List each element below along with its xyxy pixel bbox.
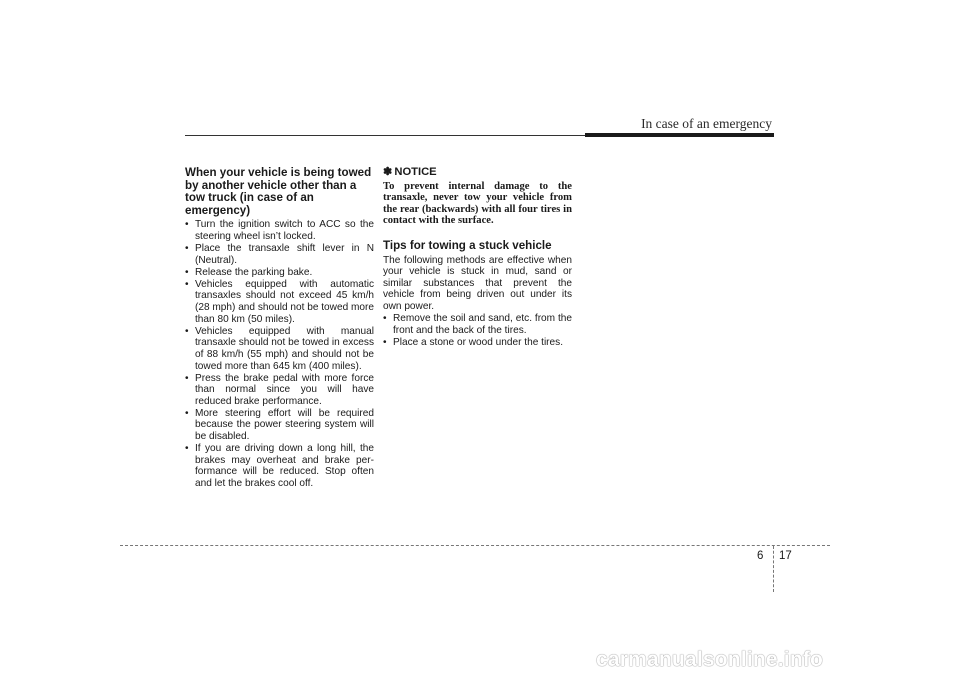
notice-heading	[383, 167, 572, 179]
page-number: 17	[779, 550, 792, 562]
notice-asterisk-icon: ✽	[383, 166, 393, 178]
left-column	[185, 167, 374, 490]
tips-list	[383, 313, 572, 348]
towing-emergency-list	[185, 219, 374, 489]
section-title: In case of an emergency	[641, 116, 772, 131]
list-item: • Turn the ignition switch to ACC so the steering wheel isn’t locked.	[185, 219, 374, 242]
list-item: • Remove the soil and sand, etc. from the front and the back of the tires.	[383, 313, 572, 336]
header-rule-thick	[585, 133, 774, 137]
list-item: • Vehicles equipped with manual transaxle should not be towed in excess of 88 km/h (55 mph) and should not be towed more than 645 km (400 miles).	[185, 326, 374, 372]
list-item: • Release the parking bake.	[185, 267, 374, 279]
watermark: carmanualsonline.info	[596, 648, 824, 671]
chapter-number: 6	[757, 550, 764, 562]
footer-vertical-rule	[773, 546, 774, 592]
list-item: • If you are driving down a long hill, the brakes may overheat and brake per-formance will be reduced. Stop often and let the brakes cool off.	[185, 443, 374, 489]
right-column	[383, 167, 572, 349]
notice-body: To prevent internal damage to the transaxle, never tow your vehicle from the rear (backwards) with all four tires in contact with the surface.	[383, 180, 572, 227]
list-item: • Place the transaxle shift lever in N (Neutral).	[185, 243, 374, 266]
list-item: • Vehicles equipped with automatic transaxles should not exceed 45 km/h (28 mph) and should not be towed more than 80 km (50 miles).	[185, 279, 374, 325]
list-item: • Press the brake pedal with more force than normal since you will have reduced brake performance.	[185, 373, 374, 408]
list-item: • More steering effort will be required because the power steering system will be disabled.	[185, 408, 374, 443]
towing-emergency-heading: When your vehicle is being towed by another vehicle other than a tow truck (in case of an emergency)	[185, 166, 372, 217]
tips-intro: The following methods are effective when your vehicle is stuck in mud, sand or similar substances that prevent the vehicle from being driven out under its own power.	[383, 254, 572, 312]
list-item: • Place a stone or wood under the tires.	[383, 337, 572, 349]
tips-heading: Tips for towing a stuck vehicle	[383, 238, 552, 252]
footer-dashed-rule	[120, 545, 830, 546]
notice-title: NOTICE	[394, 166, 437, 178]
header-rule-thin	[185, 135, 585, 136]
